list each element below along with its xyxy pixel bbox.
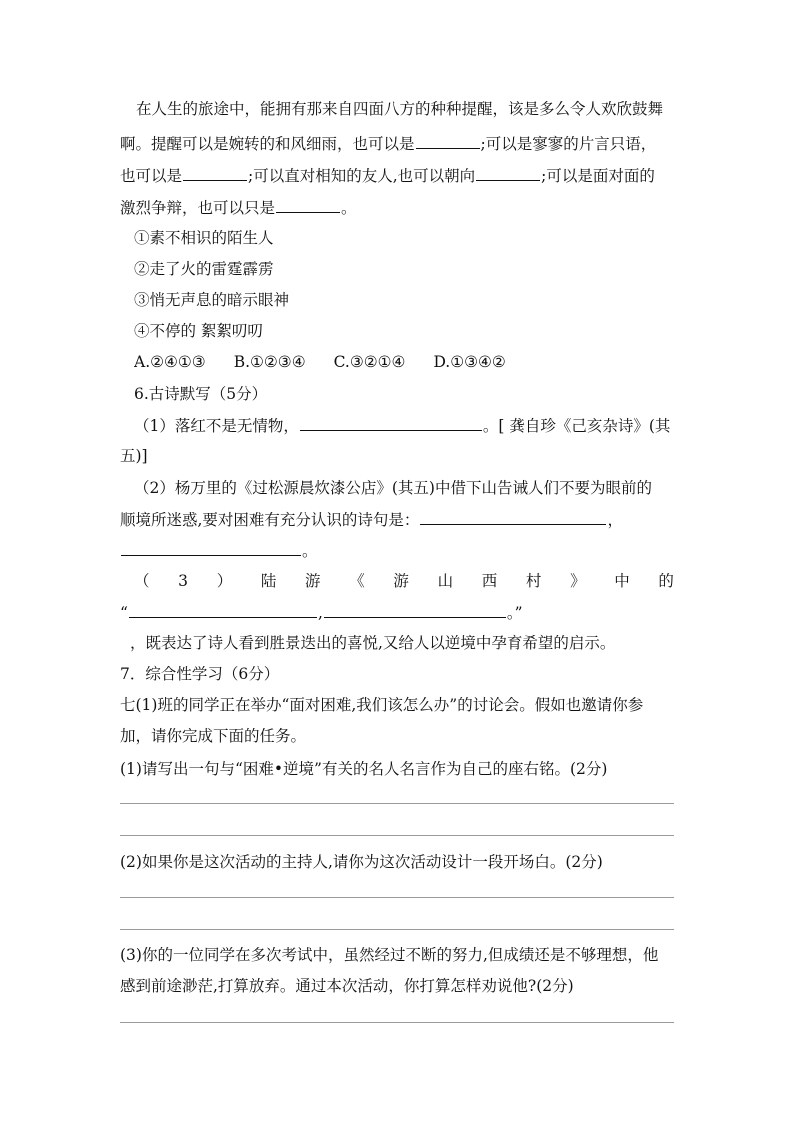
answer-line[interactable] [120,1022,674,1023]
question-6-title: 6.古诗默写（5分） [134,385,268,403]
q7-task-2: (2)如果你是这次活动的主持人,请你为这次活动设计一段开场白。(2分) [120,853,603,871]
q6-token: 游 [393,572,409,590]
answer-blank[interactable] [129,601,317,618]
answer-blank[interactable] [183,164,247,181]
passage-text: 激烈争辩，也可以只是 [120,199,276,217]
q6-token: ） [216,572,233,590]
passage-line-1: 在人生的旅途中，能拥有那来自四面八方的种种提醒，该是多么令人欢欣鼓舞 [136,100,664,118]
q6-token: 西 [481,572,498,590]
q7-task-3-line-2: 感到前途渺茫,打算放弃。通过本次活动，你打算怎样劝说他?(2分) [120,977,574,995]
q7-task-1: (1)请写出一句与“困难•逆境”有关的名人名言作为自己的座右铭。(2分) [120,760,608,778]
answer-blank[interactable] [300,414,482,431]
answer-blank[interactable] [324,601,506,618]
passage-text: ;可以是面对面的 [541,167,655,185]
answer-option-c[interactable]: C.③②①④ [333,353,406,371]
q6-part-3-line-2 [120,601,674,624]
answer-line[interactable] [120,897,674,898]
answer-blank[interactable] [416,132,480,149]
q6-token: 游 [305,572,321,590]
q6-token: 3 [178,572,189,590]
q6-part-2: （2）杨万里的《过松源晨炊漆公店》(其五)中借下山告诫人们不要为眼前的 [134,479,652,497]
q7-intro-1: 七(1)班的同学正在举办“面对困难,我们该怎么办”的讨论会。假如也邀请你参 [120,696,644,714]
passage-text: ;可以是寥寥的片言只语， [480,135,657,153]
q6-text: 。[ 龚自珍《己亥杂诗》(其 [482,417,671,435]
passage-text: 也可以是 [120,167,183,185]
q6-part-2-line-2 [120,508,674,531]
answer-blank[interactable] [420,508,606,525]
passage-text: ;可以直对相知的友人,也可以朝向 [248,167,476,185]
q6-text: ， [607,511,623,529]
passage-line-3 [120,164,674,187]
choice-item: ②走了火的雷霆霹雳 [134,260,274,278]
q6-token: （ [134,572,150,590]
q6-token: 陆 [260,572,277,590]
answer-options [134,351,688,373]
q6-part-3-line-3: ，既表达了诗人看到胜景迭出的喜悦,又给人以逆境中孕育希望的启示。 [130,634,616,652]
passage-text: 啊。提醒可以是婉转的和风细雨，也可以是 [120,135,415,153]
q6-text: , [317,604,323,622]
q7-intro-2: 加，请你完成下面的任务。 [120,727,307,745]
answer-blank[interactable] [276,196,340,213]
passage-text: 。 [341,199,357,217]
q6-token: 《 [349,572,365,590]
q6-text: （1）落红不是无情物， [134,417,299,435]
q6-text: “ [120,604,128,622]
q6-part-2-line-3 [120,539,674,562]
choice-item: ①素不相识的陌生人 [134,229,274,247]
answer-line[interactable] [120,835,674,836]
answer-line[interactable] [120,929,674,930]
answer-blank[interactable] [476,164,540,181]
answer-blank[interactable] [121,539,301,556]
q6-part-1-cont: 五)] [120,447,148,465]
q6-part-1 [134,414,674,437]
q6-text: 。” [506,604,523,622]
q6-token: 村 [525,572,542,590]
q6-token: 的 [658,572,674,590]
q6-part-3 [134,570,674,592]
choice-item: ③悄无声息的暗示眼神 [134,291,290,309]
q6-text: 顺境所迷惑,要对困难有充分认识的诗句是： [120,511,420,529]
q6-token: 》 [570,572,586,590]
q7-task-3-line-1: (3)你的一位同学在多次考试中，虽然经过不断的努力,但成绩还是不够理想，他 [120,946,659,964]
passage-line-2 [120,132,674,155]
q6-text: 。 [302,542,318,560]
answer-line[interactable] [120,803,674,804]
choice-item: ④不停的 絮絮叨叨 [134,322,263,340]
question-7-title: 7．综合性学习（6分） [120,665,280,683]
answer-option-d[interactable]: D.①③④② [433,353,506,371]
answer-option-b[interactable]: B.①②③④ [233,353,306,371]
q6-token: 山 [437,572,454,590]
passage-line-4 [120,196,674,219]
answer-option-a[interactable]: A.②④①③ [134,353,206,371]
q6-token: 中 [614,572,630,590]
